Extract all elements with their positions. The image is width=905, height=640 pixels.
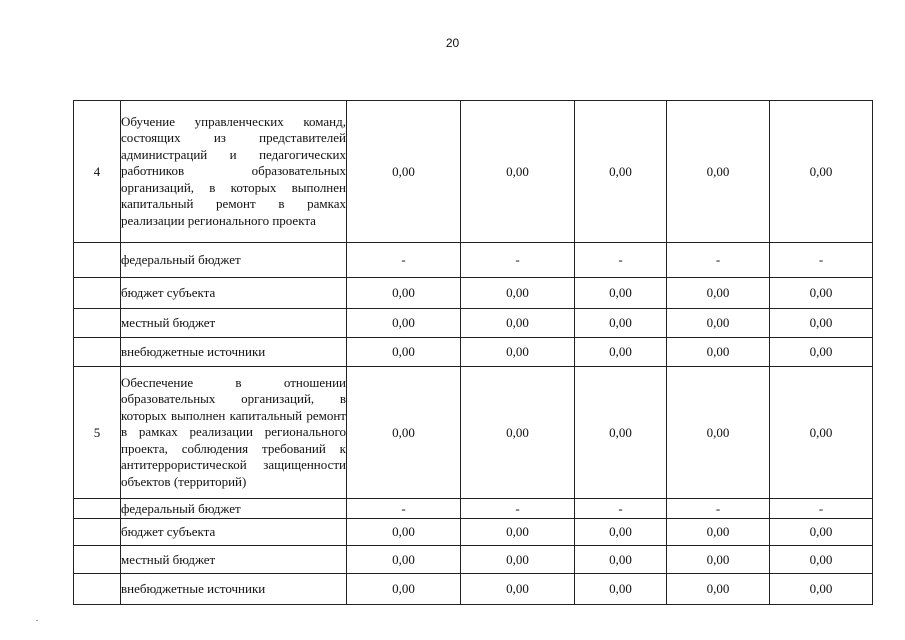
value-cell: 0,00 [667, 309, 770, 338]
value-cell: 0,00 [667, 278, 770, 309]
value-cell: 0,00 [770, 367, 873, 499]
value-cell: 0,00 [461, 309, 575, 338]
value-cell: 0,00 [575, 309, 667, 338]
page-number: 20 [445, 36, 460, 50]
subrow-label: местный бюджет [121, 546, 347, 574]
table-row-4 [74, 101, 873, 243]
value-cell: 0,00 [461, 101, 575, 243]
value-cell: 0,00 [347, 546, 461, 574]
value-cell: 0,00 [667, 574, 770, 605]
table-subrow [74, 546, 873, 574]
value-cell: - [461, 499, 575, 519]
value-cell: 0,00 [667, 338, 770, 367]
value-cell: 0,00 [347, 101, 461, 243]
subrow-label: федеральный бюджет [121, 243, 347, 278]
value-cell: 0,00 [347, 519, 461, 546]
value-cell: 0,00 [770, 546, 873, 574]
value-cell: - [667, 243, 770, 278]
value-cell: 0,00 [461, 367, 575, 499]
value-cell: - [461, 243, 575, 278]
value-cell: 0,00 [347, 338, 461, 367]
value-cell: 0,00 [461, 278, 575, 309]
value-cell: 0,00 [575, 278, 667, 309]
value-cell: 0,00 [575, 519, 667, 546]
value-cell: 0,00 [667, 546, 770, 574]
value-cell: - [770, 499, 873, 519]
subrow-label: бюджет субъекта [121, 278, 347, 309]
value-cell: 0,00 [667, 101, 770, 243]
value-cell: 0,00 [667, 519, 770, 546]
value-cell: - [347, 499, 461, 519]
value-cell: 0,00 [770, 574, 873, 605]
value-cell: 0,00 [575, 101, 667, 243]
value-cell: - [347, 243, 461, 278]
value-cell: 0,00 [461, 574, 575, 605]
table-row-5 [74, 367, 873, 499]
value-cell: 0,00 [575, 367, 667, 499]
row-number: 4 [74, 101, 121, 243]
value-cell: 0,00 [347, 574, 461, 605]
value-cell: 0,00 [461, 546, 575, 574]
value-cell: - [667, 499, 770, 519]
value-cell: 0,00 [347, 278, 461, 309]
value-cell: - [770, 243, 873, 278]
value-cell: 0,00 [461, 519, 575, 546]
budget-table [73, 100, 873, 605]
value-cell: 0,00 [770, 278, 873, 309]
value-cell: 0,00 [667, 367, 770, 499]
value-cell: 0,00 [461, 338, 575, 367]
value-cell: 0,00 [575, 546, 667, 574]
table-subrow [74, 519, 873, 546]
subrow-label: федеральный бюджет [121, 499, 347, 519]
subrow-label: внебюджетные источники [121, 338, 347, 367]
subrow-label: бюджет субъекта [121, 519, 347, 546]
scan-speck [36, 620, 38, 621]
value-cell: 0,00 [770, 101, 873, 243]
value-cell: - [575, 499, 667, 519]
value-cell: 0,00 [770, 309, 873, 338]
value-cell: 0,00 [575, 338, 667, 367]
row-title: Обучение управленческих команд, состоящих из представителей администраций и педагогических работников образовательных организаций, в которых выполнен капитальный ремонт в рамках реализации регионального проекта [121, 101, 347, 243]
value-cell: 0,00 [770, 338, 873, 367]
table-subrow [74, 574, 873, 605]
table-subrow [74, 243, 873, 278]
value-cell: 0,00 [347, 309, 461, 338]
value-cell: 0,00 [347, 367, 461, 499]
table-subrow [74, 499, 873, 519]
subrow-label: внебюджетные источники [121, 574, 347, 605]
value-cell: 0,00 [575, 574, 667, 605]
table-subrow [74, 309, 873, 338]
value-cell: - [575, 243, 667, 278]
row-number: 5 [74, 367, 121, 499]
row-title: Обеспечение в отношении образовательных организаций, в которых выполнен капитальный ремонт в рамках реализации регионального проекта, соблюдения требований к антитеррористической защищенности объектов (территорий) [121, 367, 347, 499]
table-subrow [74, 338, 873, 367]
table-subrow [74, 278, 873, 309]
value-cell: 0,00 [770, 519, 873, 546]
subrow-label: местный бюджет [121, 309, 347, 338]
